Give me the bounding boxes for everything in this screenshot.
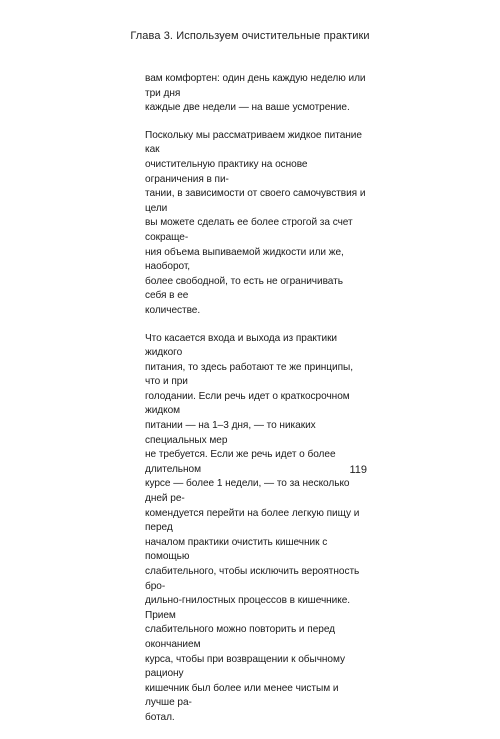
paragraph-2: Поскольку мы рассматриваем жидкое питание как очистительную практику на основе ограничения в пи- тании, в зависимости от своего самочувствия и цели вы можете сделать ее более строгой за счет сокраще- ния объема выпиваемой жидкости или же, наоборот, более свободной, то есть не ограничивать себя в ее количестве. [145,129,366,316]
page-number: 119 [349,464,367,476]
running-head: Глава 3. Используем очистительные практики [130,30,370,42]
body-text [145,72,367,739]
paragraph-1: вам комфортен: один день каждую неделю или три дня каждые две недели — на ваше усмотрение. [145,73,366,114]
paragraph-3: Что касается входа и выхода из практики жидкого питания, то здесь работают те же принципы, что и при голодании. Если речь идет о краткосрочном жидком питании — на 1–3 дня, — то никаких специальных мер не требуется. Если же речь идет о более длительном курсе — более 1 недели, — то за несколько дней ре- комендуется перейти на более легкую пищу и перед началом практики очистить кишечник с помощью слабительного, чтобы исключить вероятность бро- дильно-гнилостных процессов в кишечнике. Прием слабительного можно повторить и перед окончанием курса, чтобы при возвращении к обычному рациону кишечник был более или менее чистым и лучше ра- ботал. [145,332,360,723]
